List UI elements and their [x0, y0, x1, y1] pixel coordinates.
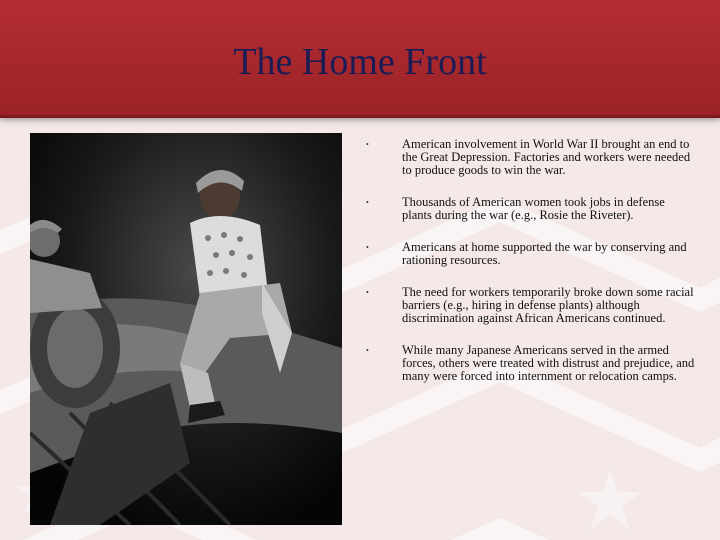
- slide-title: The Home Front: [233, 41, 487, 83]
- rosie-riveter-photo: [30, 133, 342, 525]
- bullet-marker: •: [366, 198, 369, 207]
- bullet-list: [366, 138, 696, 402]
- bullet-item: [366, 344, 696, 383]
- bullet-item: [366, 241, 696, 267]
- bullet-marker: •: [366, 140, 369, 149]
- bullet-item: [366, 286, 696, 325]
- bullet-text: American involvement in World War II brought an end to the Great Depression. Factories and workers were needed to produce goods to win the war.: [402, 137, 691, 177]
- bullet-item: [366, 138, 696, 177]
- bullet-marker: •: [366, 288, 369, 297]
- photo-illustration: [30, 133, 342, 525]
- bullet-marker: •: [366, 346, 369, 355]
- bullet-text: Americans at home supported the war by conserving and rationing resources.: [402, 240, 687, 267]
- bullet-text: Thousands of American women took jobs in defense plants during the war (e.g., Rosie the Riveter).: [402, 195, 665, 222]
- bullet-text: The need for workers temporarily broke down some racial barriers (e.g., hiring in defense plants) although discrimination against African Americans continued.: [402, 285, 694, 325]
- bullet-marker: •: [366, 243, 369, 252]
- bullet-text: While many Japanese Americans served in the armed forces, others were treated with distrust and prejudice, and many were forced into internment or relocation camps.: [402, 343, 695, 383]
- bullet-item: [366, 196, 696, 222]
